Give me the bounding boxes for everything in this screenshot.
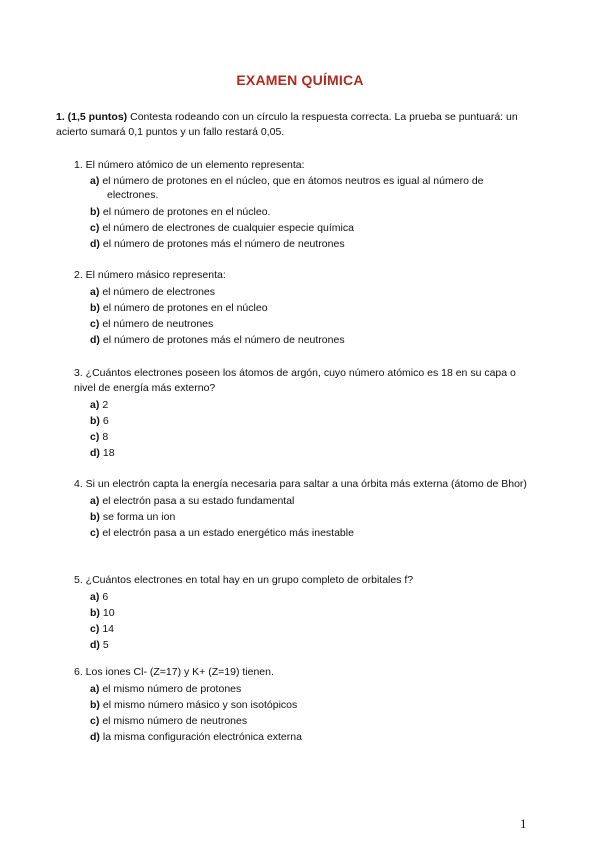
question-1 xyxy=(74,158,534,252)
option-letter: b) xyxy=(90,206,100,218)
option-c xyxy=(90,429,534,445)
option-d xyxy=(90,637,534,653)
option-text: se forma un ion xyxy=(102,511,176,523)
question-2 xyxy=(74,268,534,348)
option-b xyxy=(90,300,534,316)
option-text: 2 xyxy=(102,399,109,411)
option-text: el número de protones en el núcleo xyxy=(102,302,268,314)
option-text: 18 xyxy=(102,447,115,459)
option-c xyxy=(90,316,534,332)
option-d xyxy=(90,332,534,348)
option-text: el mismo número de neutrones xyxy=(102,715,248,727)
option-a xyxy=(90,493,534,509)
question-text: 3. ¿Cuántos electrones poseen los átomos de argón, cuyo número atómico es 18 en su capa o nivel de energía más externo? xyxy=(74,367,516,394)
option-c xyxy=(90,525,534,541)
option-letter: d) xyxy=(90,334,100,346)
option-d xyxy=(90,445,534,461)
option-text: el mismo número de protones xyxy=(102,683,242,695)
option-b xyxy=(90,204,534,220)
option-text: la misma configuración electrónica externa xyxy=(102,731,302,743)
question-3 xyxy=(74,366,534,461)
option-text: el mismo número másico y son isotópicos xyxy=(102,699,298,711)
question-text: 2. El número másico representa: xyxy=(74,269,226,281)
option-c xyxy=(90,621,534,637)
option-letter: b) xyxy=(90,699,100,711)
option-text: el número de protones más el número de neutrones xyxy=(102,238,345,250)
question-6 xyxy=(74,665,534,745)
option-letter: d) xyxy=(90,731,100,743)
page-title: EXAMEN QUÍMICA xyxy=(236,72,364,88)
option-text: 6 xyxy=(102,415,109,427)
page-number: 1 xyxy=(520,816,527,831)
option-a xyxy=(90,174,534,202)
option-letter: a) xyxy=(90,175,100,187)
option-letter: d) xyxy=(90,447,100,459)
exercise-instructions: Contesta rodeando con un círculo la respuesta correcta. La prueba se puntuará: un acierto sumará 0,1 puntos y un fallo restará 0,05. xyxy=(56,111,518,138)
option-text: 10 xyxy=(102,607,115,619)
option-letter: c) xyxy=(90,318,100,330)
option-letter: a) xyxy=(90,591,100,603)
option-letter: c) xyxy=(90,431,100,443)
option-text: el número de neutrones xyxy=(102,318,214,330)
option-text: el electrón pasa a un estado energético más inestable xyxy=(102,527,354,539)
option-letter: a) xyxy=(90,286,100,298)
option-b xyxy=(90,605,534,621)
question-4 xyxy=(74,477,534,541)
option-letter: c) xyxy=(90,623,100,635)
option-b xyxy=(90,697,534,713)
option-a xyxy=(90,397,534,413)
option-letter: b) xyxy=(90,415,100,427)
option-c xyxy=(90,220,534,236)
option-letter: a) xyxy=(90,399,100,411)
option-d xyxy=(90,729,534,745)
option-letter: a) xyxy=(90,495,100,507)
option-letter: b) xyxy=(90,511,100,523)
option-text: el electrón pasa a su estado fundamental xyxy=(102,495,295,507)
option-letter: d) xyxy=(90,639,100,651)
option-text: el número de electrones de cualquier especie química xyxy=(102,222,354,234)
question-5 xyxy=(74,573,534,653)
option-text: el número de protones más el número de neutrones xyxy=(102,334,345,346)
option-a xyxy=(90,681,534,697)
option-d xyxy=(90,236,534,252)
option-letter: d) xyxy=(90,238,100,250)
question-text: 1. El número atómico de un elemento representa: xyxy=(74,159,305,171)
option-b xyxy=(90,509,534,525)
question-text: 6. Los iones Cl- (Z=17) y K+ (Z=19) tienen. xyxy=(74,666,274,678)
option-text: 6 xyxy=(102,591,109,603)
option-letter: b) xyxy=(90,607,100,619)
option-b xyxy=(90,413,534,429)
option-a xyxy=(90,589,534,605)
option-text: 8 xyxy=(102,431,109,443)
option-text: 14 xyxy=(102,623,115,635)
option-text: el número de protones en el núcleo. xyxy=(102,206,271,218)
question-text: 4. Si un electrón capta la energía necesaria para saltar a una órbita más externa (átomo de Bhor) xyxy=(74,478,527,490)
option-letter: c) xyxy=(90,222,100,234)
option-text: 5 xyxy=(102,639,109,651)
option-text: el número de protones en el núcleo, que en átomos neutros es igual al número de electrones. xyxy=(102,175,484,201)
exercise-label: 1. (1,5 puntos) xyxy=(56,111,128,123)
option-text: el número de electrones xyxy=(102,286,215,298)
option-letter: c) xyxy=(90,715,100,727)
question-text: 5. ¿Cuántos electrones en total hay en un grupo completo de orbitales f? xyxy=(74,574,414,586)
option-c xyxy=(90,713,534,729)
option-a xyxy=(90,284,534,300)
exercise-intro xyxy=(56,110,536,140)
option-letter: a) xyxy=(90,683,100,695)
option-letter: b) xyxy=(90,302,100,314)
option-letter: c) xyxy=(90,527,100,539)
